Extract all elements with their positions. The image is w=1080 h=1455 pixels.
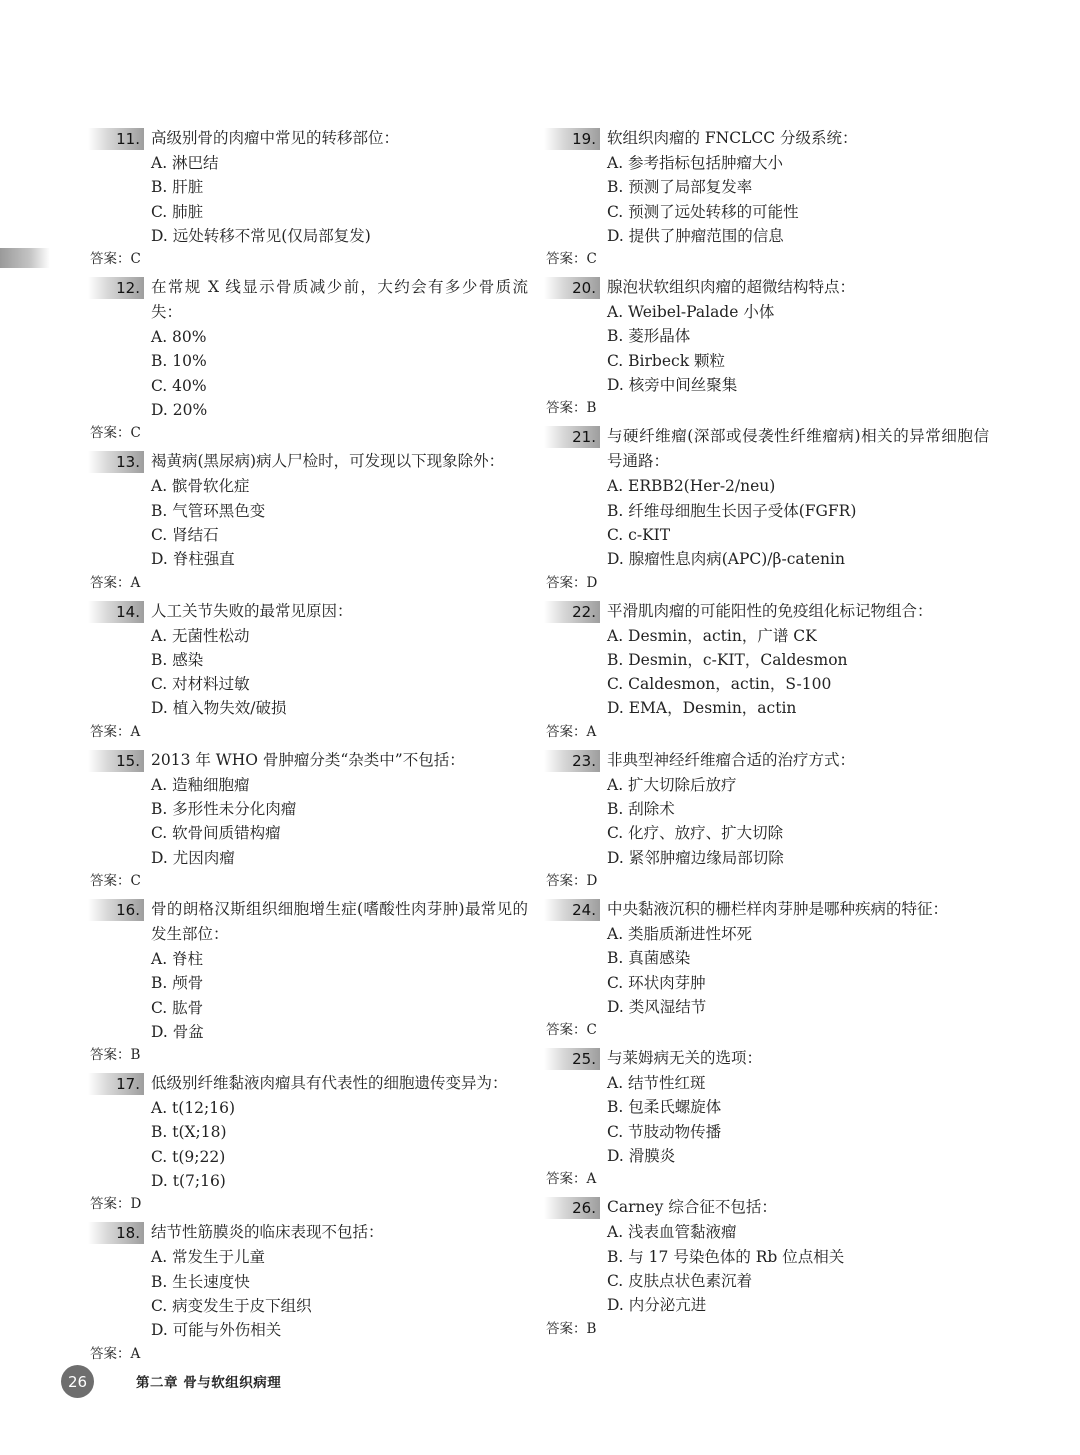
option-item: B. 生长速度快	[151, 1272, 250, 1291]
question-number: 25.	[572, 1050, 596, 1069]
option-item: C. Birbeck 颗粒	[607, 351, 726, 370]
chapter-title: 第二章 骨与软组织病理	[136, 1375, 282, 1391]
option-list	[544, 151, 989, 248]
question-header	[544, 424, 989, 474]
option-list	[88, 773, 528, 870]
option-list	[544, 1071, 989, 1168]
option-list	[544, 773, 989, 870]
question-number-bar	[544, 1197, 600, 1219]
option-item: D. 骨盆	[151, 1022, 204, 1041]
question-header	[544, 897, 989, 922]
option-item: D. 提供了肿瘤范围的信息	[607, 226, 784, 245]
question-number: 24.	[572, 900, 596, 919]
answer-line: 答案：C	[90, 872, 141, 889]
option-list	[544, 922, 989, 1019]
option-item: A. Desmin，actin，广谱 CK	[607, 626, 817, 645]
question-number-bar	[88, 1073, 144, 1095]
option-item: A. 无菌性松动	[151, 626, 250, 645]
option-item: B. 感染	[151, 650, 204, 669]
question-stem: 骨的朗格汉斯组织细胞增生症(嗜酸性肉芽肿)最常见的发生部位：	[151, 899, 528, 943]
option-item: B. 纤维母细胞生长因子受体(FGFR)	[607, 501, 857, 520]
option-item: A. 结节性红斑	[607, 1074, 706, 1093]
question-block	[88, 1071, 528, 1214]
option-item: D. 可能与外伤相关	[151, 1321, 282, 1340]
option-item: A. 髌骨软化症	[151, 477, 250, 496]
question-header	[88, 126, 528, 151]
answer-line: 答案：A	[90, 1345, 141, 1362]
option-list	[88, 474, 528, 571]
option-item: C. 环状肉芽肿	[607, 973, 706, 992]
question-number: 11.	[116, 130, 140, 148]
question-block	[544, 1046, 989, 1189]
question-stem: 褐黄病(黑尿病)病人尸检时，可发现以下现象除外：	[151, 452, 505, 471]
option-list	[88, 151, 528, 248]
option-item: D. 内分泌亢进	[607, 1296, 707, 1315]
question-number: 26.	[572, 1199, 596, 1218]
option-item: A. t(12;16)	[151, 1099, 236, 1118]
question-block	[544, 275, 989, 418]
option-list	[88, 947, 528, 1044]
question-number-bar	[88, 277, 144, 299]
question-stem: 与莱姆病无关的选项：	[607, 1049, 763, 1068]
question-stem: Carney 综合征不包括：	[607, 1198, 777, 1217]
option-item: D. 脊柱强直	[151, 550, 235, 569]
question-number-bar	[88, 1222, 144, 1244]
question-number-bar	[544, 277, 600, 299]
question-number-bar	[88, 899, 144, 921]
question-number-bar	[88, 128, 144, 150]
page-number: 26	[61, 1365, 94, 1398]
option-item: B. Desmin，c-KIT，Caldesmon	[607, 650, 848, 669]
question-stem: 低级别纤维黏液肉瘤具有代表性的细胞遗传变异为：	[151, 1074, 508, 1093]
option-item: B. 气管环黑色变	[151, 501, 266, 520]
question-block	[88, 897, 528, 1065]
question-stem: 非典型神经纤维瘤合适的治疗方式：	[607, 750, 856, 769]
option-item: A. 造釉细胞瘤	[151, 775, 250, 794]
question-number: 18.	[116, 1224, 140, 1243]
option-item: B. 颅骨	[151, 974, 204, 993]
option-item: B. 包柔氏螺旋体	[607, 1098, 722, 1117]
answer-line: 答案：B	[546, 400, 597, 417]
right-column	[544, 126, 989, 1345]
option-item: C. 对材料过敏	[151, 675, 250, 694]
question-number: 14.	[116, 602, 140, 621]
option-item: A. ERBB2(Her-2/neu)	[607, 477, 776, 496]
option-item: D. 植入物失效/破损	[151, 699, 287, 718]
option-item: B. 10%	[151, 352, 207, 371]
question-block	[544, 126, 989, 269]
question-stem: 高级别骨的肉瘤中常见的转移部位：	[151, 129, 400, 147]
question-number: 12.	[116, 279, 140, 298]
option-item: D. 腺瘤性息肉病(APC)/β-catenin	[607, 550, 845, 569]
option-item: C. 肾结石	[151, 525, 219, 544]
question-block	[88, 748, 528, 891]
question-number: 17.	[116, 1075, 140, 1094]
option-item: C. t(9;22)	[151, 1147, 226, 1166]
option-item: B. t(X;18)	[151, 1123, 227, 1142]
edge-tab-marker	[0, 248, 50, 268]
question-number-bar	[544, 899, 600, 921]
answer-line: 答案：C	[90, 251, 141, 268]
question-stem: 平滑肌肉瘤的可能阳性的免疫组化标记物组合：	[607, 601, 933, 620]
question-stem: 2013 年 WHO 骨肿瘤分类“杂类中”不包括：	[151, 750, 465, 769]
option-item: A. 扩大切除后放疗	[607, 775, 737, 794]
answer-line: 答案：A	[90, 574, 141, 591]
question-header	[88, 275, 528, 325]
question-header	[88, 1220, 528, 1245]
option-item: C. 节肢动物传播	[607, 1122, 722, 1141]
option-item: B. 菱形晶体	[607, 327, 691, 346]
option-item: A. 常发生于儿童	[151, 1248, 266, 1267]
question-header	[544, 275, 989, 300]
answer-line: 答案：D	[546, 872, 598, 889]
question-number: 23.	[572, 751, 596, 770]
question-header	[544, 126, 989, 151]
option-item: D. 核旁中间丝聚集	[607, 376, 738, 395]
option-item: C. 40%	[151, 376, 207, 395]
option-item: D. 类风湿结节	[607, 997, 707, 1016]
option-item: A. 参考指标包括肿瘤大小	[607, 154, 784, 172]
option-list	[88, 1245, 528, 1342]
question-header	[88, 1071, 528, 1096]
option-item: C. c-KIT	[607, 525, 671, 544]
question-block	[88, 599, 528, 742]
question-number-bar	[544, 426, 600, 448]
answer-line: 答案：D	[90, 1196, 142, 1213]
option-list	[544, 1220, 989, 1317]
option-item: D. EMA，Desmin，actin	[607, 699, 797, 718]
question-header	[544, 1046, 989, 1071]
answer-line: 答案：C	[546, 251, 597, 268]
option-list	[88, 1096, 528, 1193]
question-header	[88, 897, 528, 947]
question-header	[544, 599, 989, 624]
question-block	[544, 424, 989, 592]
question-block	[88, 449, 528, 592]
question-number: 15.	[116, 751, 140, 770]
question-stem: 在常规 X 线显示骨质减少前，大约会有多少骨质流失：	[151, 278, 528, 322]
answer-line: 答案：A	[546, 723, 597, 740]
option-item: C. 肱骨	[151, 998, 204, 1017]
answer-line: 答案：A	[546, 1171, 597, 1188]
question-block	[88, 1220, 528, 1363]
question-header	[88, 748, 528, 773]
option-item: C. 化疗、放疗、扩大切除	[607, 824, 784, 843]
option-item: C. 软骨间质错构瘤	[151, 824, 281, 843]
question-number: 20.	[572, 279, 596, 298]
option-item: B. 预测了局部复发率	[607, 178, 753, 197]
option-item: A. 淋巴结	[151, 154, 219, 172]
option-item: A. 类脂质渐进性坏死	[607, 924, 753, 943]
question-block	[544, 748, 989, 891]
option-item: C. Caldesmon，actin，S-100	[607, 675, 832, 694]
option-list	[88, 624, 528, 721]
option-item: B. 与 17 号染色体的 Rb 位点相关	[607, 1247, 845, 1266]
answer-line: 答案：C	[546, 1022, 597, 1039]
question-number-bar	[88, 601, 144, 623]
question-header	[544, 748, 989, 773]
question-number-bar	[544, 1048, 600, 1070]
option-item: C. 肺脏	[151, 202, 204, 221]
question-stem: 腺泡状软组织肉瘤的超微结构特点：	[607, 278, 856, 297]
option-list	[544, 624, 989, 721]
option-item: B. 肝脏	[151, 178, 204, 197]
option-item: C. 皮肤点状色素沉着	[607, 1271, 753, 1290]
option-list	[544, 300, 989, 397]
answer-line: 答案：B	[546, 1320, 597, 1337]
answer-line: 答案：B	[90, 1047, 141, 1064]
question-number-bar	[544, 750, 600, 772]
question-header	[88, 449, 528, 474]
option-list	[88, 325, 528, 422]
option-item: D. t(7;16)	[151, 1172, 226, 1191]
answer-line: 答案：C	[90, 425, 141, 442]
question-block	[544, 897, 989, 1040]
question-stem: 中央黏液沉积的栅栏样肉芽肿是哪种疾病的特征：	[607, 899, 949, 918]
question-block	[544, 599, 989, 742]
option-item: C. 预测了远处转移的可能性	[607, 202, 799, 221]
question-block	[88, 275, 528, 443]
question-number: 21.	[572, 428, 596, 447]
option-item: B. 真菌感染	[607, 949, 691, 968]
option-item: B. 刮除术	[607, 800, 675, 819]
option-item: A. 80%	[151, 328, 207, 347]
question-number-bar	[88, 451, 144, 473]
question-number: 22.	[572, 602, 596, 621]
question-number: 16.	[116, 900, 140, 919]
answer-line: 答案：D	[546, 574, 598, 591]
option-item: D. 20%	[151, 401, 208, 420]
option-item: A. 脊柱	[151, 949, 204, 968]
question-stem: 结节性筋膜炎的临床表现不包括：	[151, 1223, 384, 1242]
option-item: A. 浅表血管黏液瘤	[607, 1223, 737, 1242]
option-item: D. 滑膜炎	[607, 1147, 676, 1166]
option-item: D. 远处转移不常见(仅局部复发)	[151, 226, 371, 245]
option-item: B. 多形性未分化肉瘤	[151, 800, 297, 819]
question-header	[88, 599, 528, 624]
option-item: C. 病变发生于皮下组织	[151, 1296, 312, 1315]
option-list	[544, 474, 989, 571]
question-number-bar	[88, 750, 144, 772]
question-block	[88, 126, 528, 269]
question-block	[544, 1195, 989, 1338]
question-stem: 人工关节失败的最常见原因：	[151, 601, 353, 620]
question-header	[544, 1195, 989, 1220]
question-number-bar	[544, 601, 600, 623]
option-item: D. 尤因肉瘤	[151, 848, 235, 867]
answer-line: 答案：A	[90, 723, 141, 740]
question-number: 13.	[116, 453, 140, 472]
left-column	[88, 126, 528, 1370]
option-item: A. Weibel-Palade 小体	[607, 303, 775, 322]
question-stem: 与硬纤维瘤(深部或侵袭性纤维瘤病)相关的异常细胞信号通路：	[607, 427, 989, 471]
question-stem: 软组织肉瘤的 FNCLCC 分级系统：	[607, 129, 858, 147]
option-item: D. 紧邻肿瘤边缘局部切除	[607, 848, 784, 867]
question-number: 19.	[572, 130, 596, 148]
question-number-bar	[544, 128, 600, 150]
